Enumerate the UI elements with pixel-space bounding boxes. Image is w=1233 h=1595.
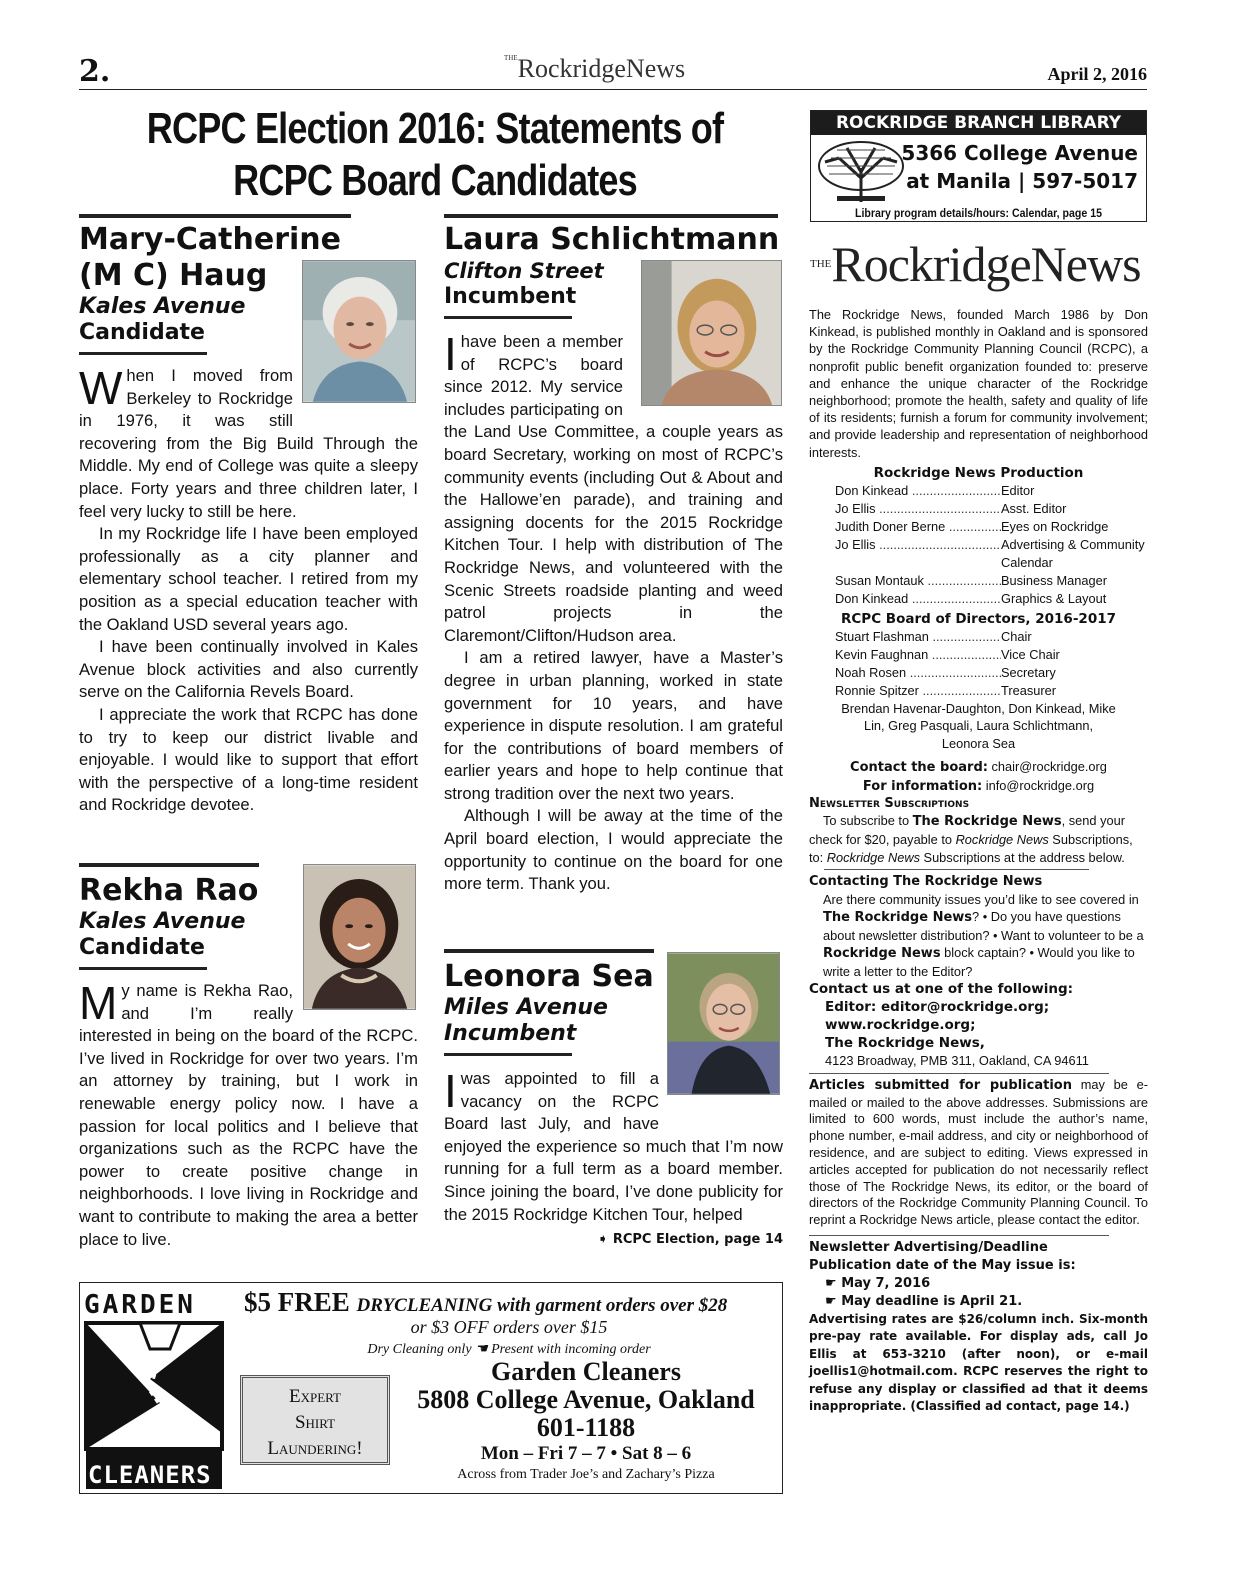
- paragraph: I have been continually involved in Kales Avenue block activities and also currently serve on the California Revels Board.: [79, 637, 418, 702]
- subhead-rule: [79, 967, 207, 970]
- haug-photo: [302, 260, 416, 403]
- portrait-image: [642, 261, 781, 405]
- articles-policy: [809, 1077, 1148, 1229]
- staff-name: Don Kinkead .....: [835, 482, 1001, 500]
- text-span: may be e-mailed or mailed to the above addresses. Submissions are limited to 600 words, must include the author’s name, phone number, e-mail address, and city or neighborhood of residence, and are subject to editing. Views expressed in articles accepted for publication do not necessarily reflect those of The Rockridge News, its editor, or the board of directors of the Rockridge Community Planning Council. To reprint a Rockridge News article, please contact the editor.: [809, 1076, 1148, 1228]
- candidate-street: Kales Avenue: [79, 294, 246, 319]
- text-span: The Rockridge News: [912, 814, 1062, 830]
- rao-photo: [303, 864, 416, 1010]
- text-span: Rockridge News: [826, 849, 920, 865]
- paragraph: I appreciate the work that RCPC has done to try to keep our district livable and enjoyable. I would like to support that effort with the perspective of a long-time resident and Rockridge devotee.: [79, 704, 418, 815]
- article-body: [79, 362, 418, 817]
- deadline-title: Newsletter Advertising/Deadline: [809, 1239, 1048, 1255]
- library-address-1: 5366 College Avenue: [901, 141, 1138, 165]
- staff-name: Jo Ellis .....: [835, 500, 1001, 518]
- headline-line-2: RCPC Board Candidates: [233, 156, 637, 205]
- article-rule: [444, 214, 778, 218]
- masthead-logo-the: THE: [504, 54, 518, 62]
- text-span: Subscriptions at the address below.: [923, 849, 1125, 865]
- dropcap: M: [79, 977, 118, 1029]
- board-role: Vice Chair: [1001, 646, 1060, 662]
- oak-tree-icon: [817, 138, 905, 202]
- mail-address: 4123 Broadway, PMB 311, Oakland, CA 94611: [825, 1053, 1089, 1069]
- page-number: 2.: [79, 54, 111, 89]
- staff-row: [835, 536, 1148, 572]
- deadline-value: May deadline is April 21.: [841, 1293, 1023, 1309]
- contact-board-email[interactable]: chair@rockridge.org: [991, 759, 1107, 775]
- board-row: [835, 664, 1148, 682]
- article-body: [79, 977, 418, 1251]
- board-name: Kevin Faughnan .....: [835, 646, 1001, 664]
- staff-role: Graphics & Layout: [1001, 590, 1107, 606]
- text-span: Rockridge News: [955, 832, 1049, 848]
- candidate-name: Rekha Rao: [79, 873, 259, 908]
- candidate-role: Candidate: [79, 935, 205, 960]
- paragraph: was appointed to fill a vacancy on the RCPC Board last July, and have enjoyed the experience so much that I’m now running for a full term as a board member. Since joining the board, I’ve done publicity for the 2015 Rockridge Kitchen Tour, helped: [444, 1069, 783, 1224]
- logo-bottom-text: CLEANERS: [88, 1461, 212, 1489]
- staff-name: Judith Doner Berne .....: [835, 518, 1001, 536]
- staff-role: Editor: [1001, 482, 1035, 498]
- paragraph: In my Rockridge life I have been employed professionally as a city planner and elementary school teacher. I retired from my position as a special education teacher with the Oakland USD several years ago.: [79, 524, 418, 634]
- staff-role: Business Manager: [1001, 572, 1107, 588]
- board-title: RCPC Board of Directors, 2016-2017: [841, 610, 1116, 627]
- dropcap: I: [444, 328, 457, 380]
- schlichtmann-photo: [641, 260, 782, 406]
- staff-name: Jo Ellis .....: [835, 536, 1001, 572]
- board-row: [835, 682, 1148, 700]
- text-span: block captain? • Would you like to write a letter to the Editor?: [823, 945, 1135, 980]
- rockridge-news-logo: [810, 234, 1147, 294]
- logo-top-text: GARDEN: [84, 1290, 196, 1320]
- contacting-title: Contacting The Rockridge News: [809, 873, 1043, 889]
- business-address: 5808 College Avenue, Oakland: [417, 1385, 755, 1414]
- candidate-street: Clifton Street: [444, 259, 604, 283]
- garden-cleaners-logo: [80, 1283, 228, 1492]
- portrait-image: [304, 865, 415, 1009]
- ad-headline: [244, 1287, 727, 1318]
- staff-name: Don Kinkead .....: [835, 590, 1001, 608]
- business-name: Garden Cleaners: [491, 1357, 681, 1386]
- library-note: Library program details/hours: Calendar, page 15: [855, 208, 1102, 220]
- continued-line[interactable]: ➧ RCPC Election, page 14: [597, 1232, 783, 1248]
- continued-link[interactable]: RCPC Election, page 14: [612, 1232, 783, 1248]
- business-phone: 601-1188: [536, 1413, 636, 1442]
- info-label: For information:: [862, 779, 983, 795]
- staff-row: [835, 590, 1148, 608]
- page-headline: [144, 103, 726, 207]
- masthead-logo: [504, 54, 685, 84]
- staff-role: Advertising & Community Calendar: [1001, 536, 1145, 570]
- board-members: Brendan Havenar-Daughton, Don Kinkead, Mike Lin, Greg Pasquali, Laura Schlichtmann, Leonora Sea: [841, 700, 1116, 751]
- subhead-rule: [79, 352, 207, 355]
- deadline-date: [809, 1293, 1148, 1311]
- website-link[interactable]: www.rockridge.org;: [825, 1017, 976, 1034]
- portrait-image: [668, 953, 779, 1094]
- article-body: [444, 328, 783, 896]
- library-title: ROCKRIDGE BRANCH LIBRARY: [811, 111, 1146, 135]
- garden-cleaners-ad[interactable]: [79, 1282, 783, 1494]
- subscriptions-title: Newsletter Subscriptions: [809, 796, 970, 812]
- paragraph: Although I will be away at the time of the April board election, I would appreciate the opportunity to continue on the board for one more term. Thank you.: [444, 806, 783, 894]
- staff-row: [835, 518, 1148, 536]
- board-name: Stuart Flashman .....: [835, 628, 1001, 646]
- board-role: Secretary: [1001, 664, 1056, 680]
- paragraph: have been a member of RCPC’s board since 2012. My service includes participating on the Land Use Committee, a couple years as board Secretary, working on most of RCPC’s community events (including Out & About and the Hallowe’en parade), and training and assigning docents for the 2015 Rockridge Kitchen Tour. I help with distribution of The Rockridge News, and volunteered with the Scenic Streets roadside planting and weed patrol projects in the Claremont/Clifton/Hudson area.: [444, 332, 783, 645]
- candidate-street: Kales Avenue: [79, 909, 246, 934]
- divider: [824, 869, 1089, 870]
- text-span: Are there community issues you’d like to see covered in: [823, 891, 1139, 907]
- candidate-role: Incumbent: [444, 1021, 577, 1046]
- contact-us-title: Contact us at one of the following:: [809, 981, 1074, 998]
- candidate-role: Candidate: [79, 320, 205, 345]
- contacting-text: [809, 891, 1148, 981]
- text-span: ? • Do you have questions about newsletter distribution? • Want to volunteer to be a: [823, 908, 1144, 943]
- candidate-name-line-1: Mary-Catherine: [79, 222, 341, 257]
- masthead: [79, 54, 1147, 90]
- staff-row: [835, 482, 1148, 500]
- expert-line-1: Expert: [289, 1386, 341, 1407]
- subhead-rule: [444, 316, 572, 319]
- divider: [809, 1235, 1109, 1236]
- masthead-logo-text: RockridgeNews: [517, 54, 686, 83]
- staff-role: Asst. Editor: [1001, 500, 1067, 516]
- board-name: Noah Rosen .....: [835, 664, 1001, 682]
- text-span: Articles submitted for publication: [809, 1077, 1072, 1093]
- article-rule: [444, 949, 654, 953]
- article-rule: [79, 863, 259, 867]
- publication-date: [809, 1275, 1148, 1293]
- subscriptions-text: [809, 812, 1148, 865]
- board-row: [835, 628, 1148, 646]
- board-row: [835, 646, 1148, 664]
- expert-shirt-badge: [240, 1375, 390, 1465]
- production-list: [835, 482, 1148, 608]
- article-rule: [79, 214, 351, 218]
- issue-date: April 2, 2016: [1047, 64, 1147, 84]
- pub-date-value: May 7, 2016: [841, 1275, 931, 1291]
- expert-line-3: Laundering!: [267, 1438, 363, 1459]
- candidate-name-line-2: (M C) Haug: [79, 258, 268, 293]
- sea-photo: [667, 952, 780, 1095]
- production-title: Rockridge News Production: [873, 464, 1084, 481]
- business-location: Across from Trader Joe’s and Zachary’s Pizza: [457, 1467, 715, 1482]
- expert-line-2: Shirt: [294, 1412, 336, 1433]
- headline-line-1: RCPC Election 2016: Statements of: [146, 104, 724, 153]
- info-email[interactable]: info@rockridge.org: [985, 778, 1095, 794]
- candidate-role: Incumbent: [444, 284, 577, 309]
- library-address-2: at Manila | 597-5017: [906, 169, 1138, 193]
- ad-headline-italic: DRYCLEANING with garment orders over $28: [356, 1295, 728, 1316]
- deadline-subtitle: Publication date of the May issue is:: [809, 1257, 1076, 1273]
- candidate-name: Laura Schlichtmann: [444, 222, 780, 257]
- candidate-name: Leonora Sea: [444, 959, 654, 994]
- logo-the: THE: [810, 258, 832, 270]
- board-role: Treasurer: [1001, 682, 1056, 698]
- editor-email[interactable]: Editor: editor@rockridge.org;: [825, 999, 1050, 1016]
- staff-role: Eyes on Rockridge: [1001, 518, 1109, 534]
- staff-row: [835, 572, 1148, 590]
- staff-name: Susan Montauk .....: [835, 572, 1001, 590]
- text-span: To subscribe to: [823, 813, 910, 829]
- ad-subline-2: Dry Cleaning only ☚ Present with incoming order: [367, 1342, 651, 1357]
- about-paragraph: The Rockridge News, founded March 1986 by Don Kinkead, is published monthly in Oakland and is sponsored by the Rockridge Community Planning Council (RCPC), a nonprofit public benefit organization founded to: preserve and enhance the unique character of the Rockridge neighborhood; promote the health, safety and quality of life of its residents; furnish a forum for community involvement; and provide leadership and representation of neighborhood interests.: [809, 307, 1148, 460]
- business-hours: Mon – Fri 7 – 7 • Sat 8 – 6: [480, 1443, 692, 1464]
- candidate-street: Miles Avenue: [444, 995, 608, 1020]
- logo-text: RockridgeNews: [831, 236, 1141, 292]
- paragraph: I am a retired lawyer, have a Master’s degree in urban planning, worked in state government for 10 years, and have experience in dispute resolution. I am grateful for the contributions of board members of earlier years and hope to help continue that strong tradition over the next two years.: [444, 648, 783, 803]
- text-span: , send your check for $20, payable to: [809, 813, 1125, 848]
- sidebar-info: [809, 306, 1148, 1416]
- info-contact: [809, 777, 1148, 796]
- board-role: Chair: [1001, 628, 1032, 644]
- contact-board: [809, 758, 1148, 777]
- board-list: [835, 628, 1148, 700]
- pointing-hand-icon: ☛: [825, 1275, 837, 1291]
- staff-row: [835, 500, 1148, 518]
- dropcap: I: [444, 1065, 457, 1117]
- portrait-image: [303, 261, 415, 402]
- library-box: [810, 110, 1147, 222]
- dropcap: W: [79, 362, 123, 414]
- paragraph: hen I moved from Berkeley to Rockridge in 1976, it was still recovering from the Big Build Through the Middle. My end of College was quite a sleepy place. Forty years and three children later, I feel very lucky to still be here.: [79, 366, 418, 521]
- subhead-rule: [444, 1053, 572, 1056]
- contact-board-label: Contact the board:: [850, 760, 988, 776]
- mail-name: The Rockridge News,: [825, 1035, 985, 1052]
- pointing-hand-icon: ☛: [825, 1293, 837, 1309]
- ad-subline-1: or $3 OFF orders over $15: [410, 1317, 608, 1337]
- text-span: Subscriptions, to:: [809, 832, 1133, 865]
- text-span: Rockridge News: [823, 946, 941, 962]
- paragraph: y name is Rekha Rao, and I’m really interested in being on the board of the RCPC. I’ve lived in Rockridge for over two years. I’m an attorney by training, but I work in renewable energy policy now. I have a passion for local politics and I believe that organizations such as the RCPC have the power to create positive change in neighborhoods. I love living in Rockridge and want to contribute to making the area a better place to live.: [79, 981, 418, 1249]
- board-name: Ronnie Spitzer .....: [835, 682, 1001, 700]
- divider: [809, 1073, 1109, 1074]
- text-span: The Rockridge News: [823, 909, 973, 925]
- ad-headline-big: $5 FREE: [244, 1287, 350, 1317]
- advertising-rates: Advertising rates are $26/column inch. Six-month pre-pay rate available. For display ads, call Jo Ellis at 653-3210 (after noon), or e-mail joellis1@hotmail.com. RCPC reserves the right to refuse any display or classified ad that it deems inappropriate. (Classified ad contact, page 14.): [809, 1311, 1148, 1414]
